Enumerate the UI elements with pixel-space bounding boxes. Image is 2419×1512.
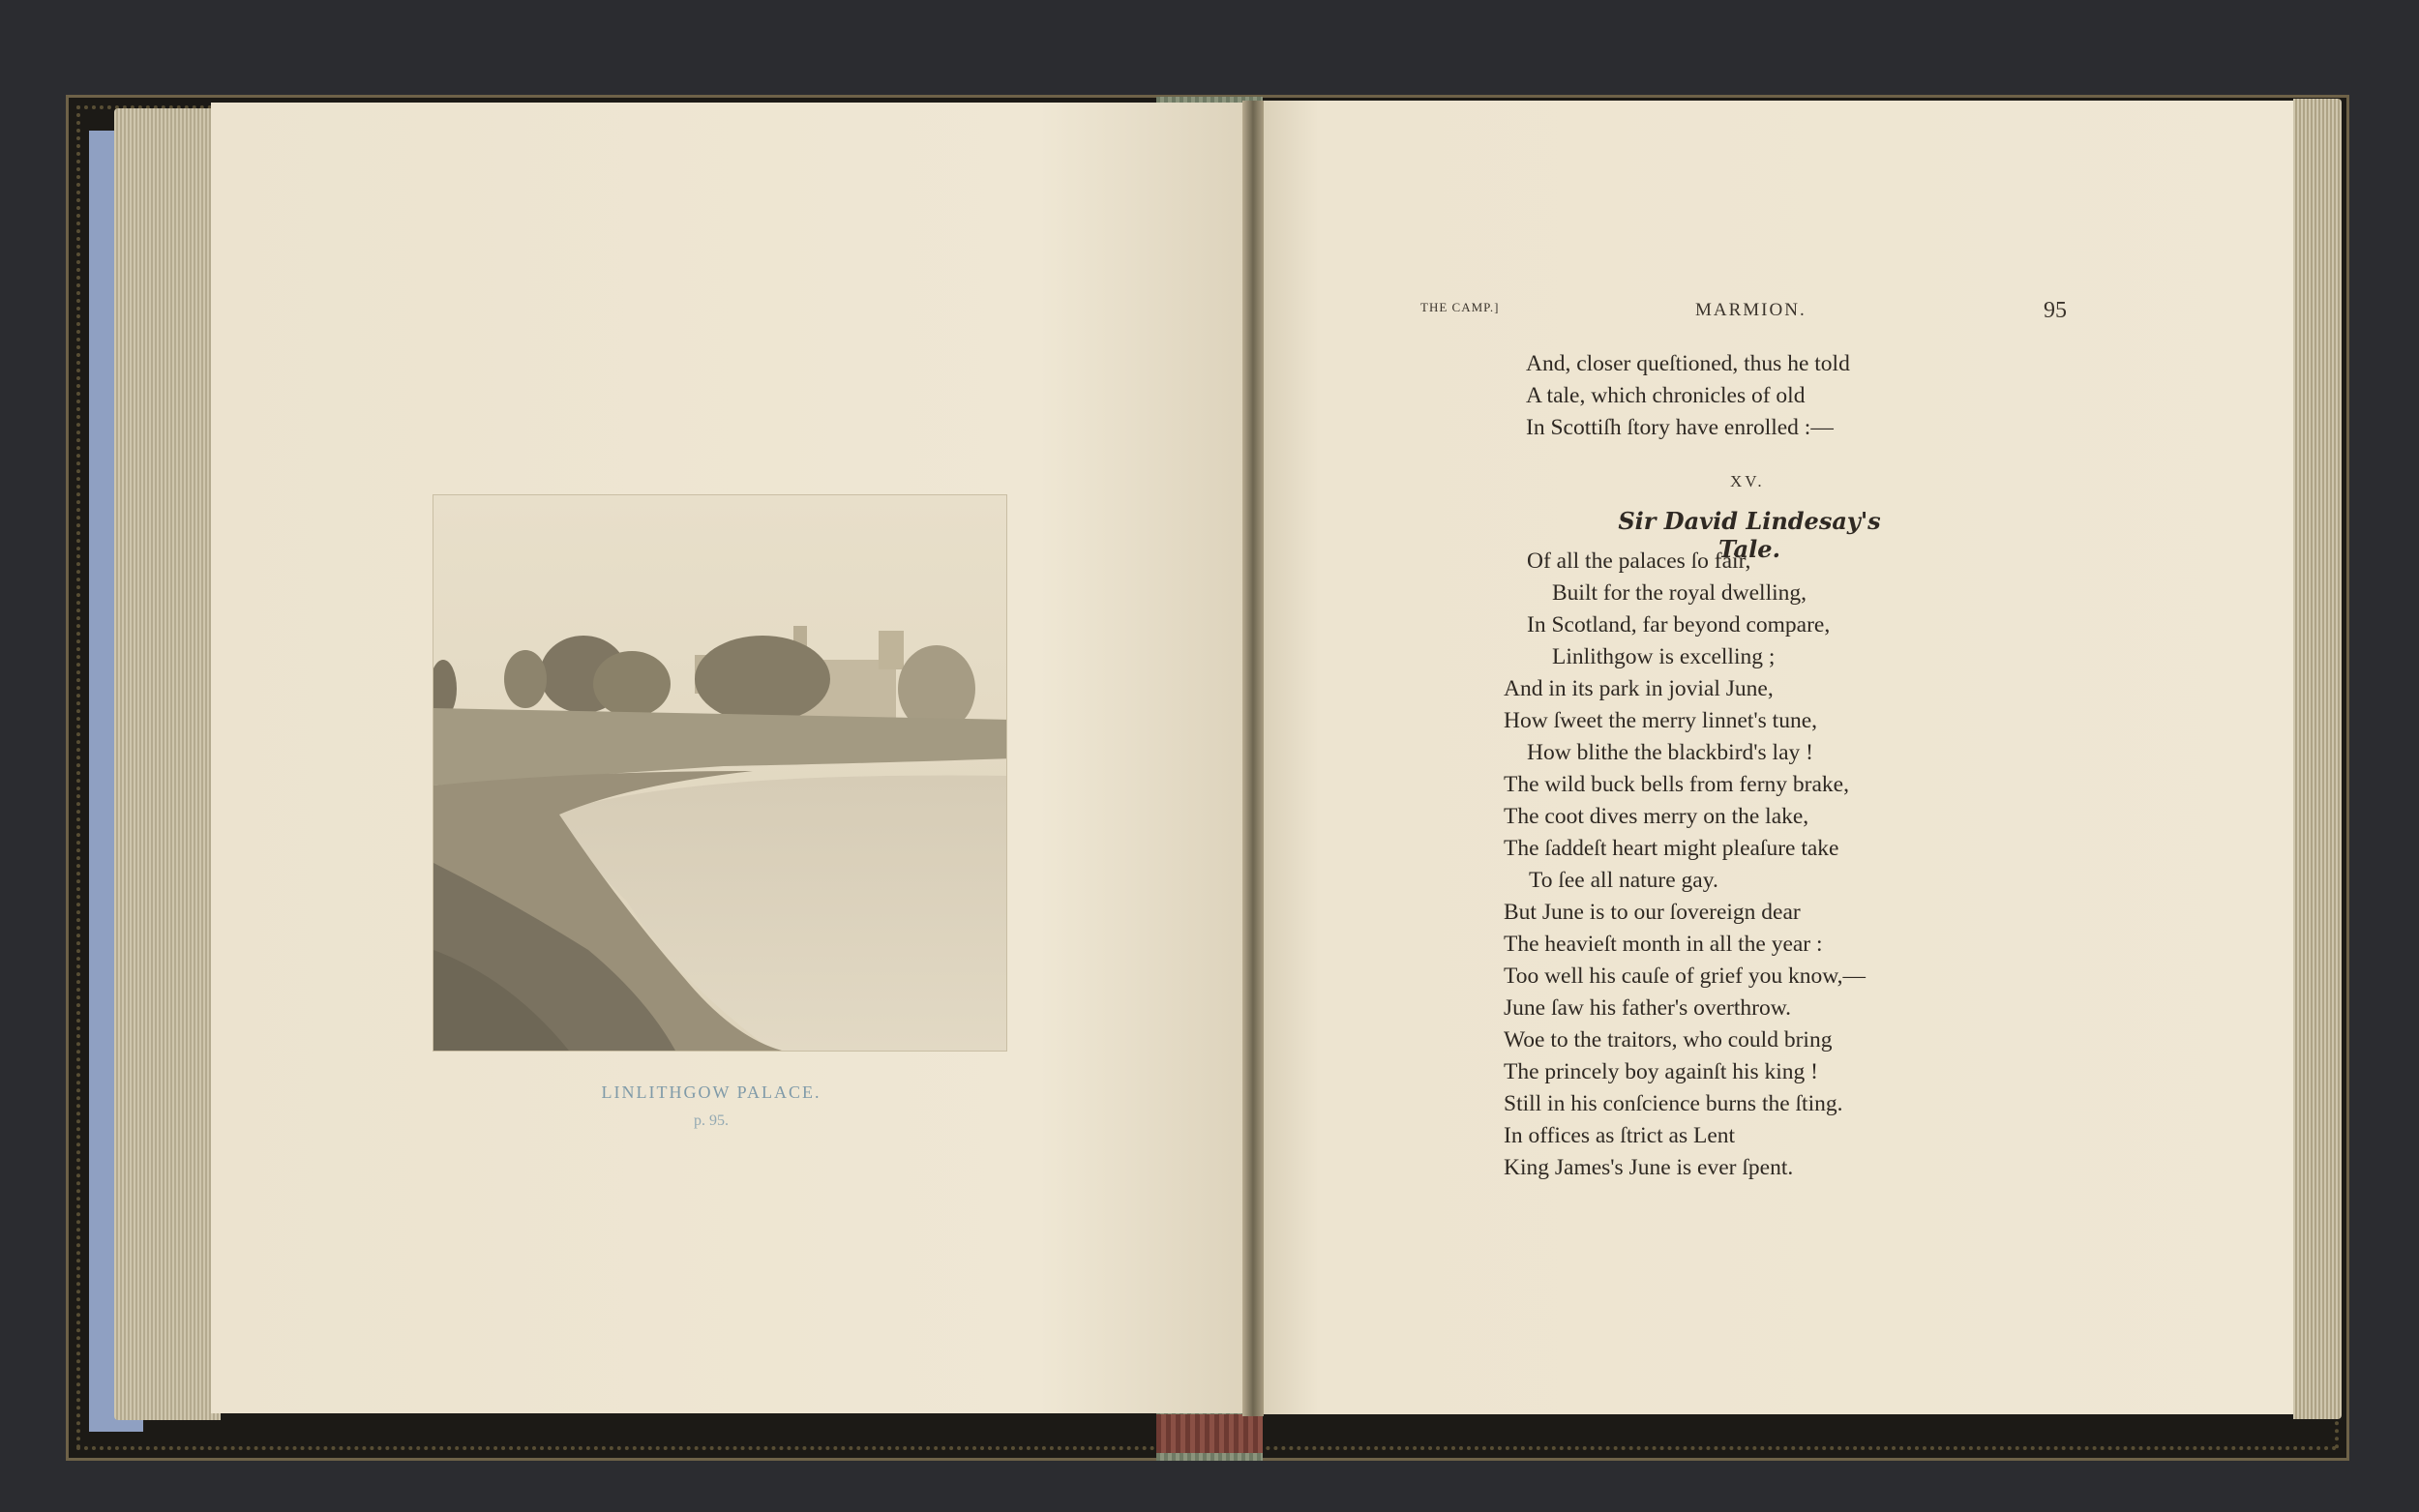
tale-title: Sir David Lindesay's Tale. — [1618, 507, 1881, 563]
verse-line: King James's June is ever ſpent. — [1504, 1155, 1794, 1180]
photo-caption-page-reference: p. 95. — [694, 1112, 729, 1129]
verse-line: The heavieſt month in all the year : — [1504, 932, 1823, 957]
verse-line: Linlithgow is excelling ; — [1552, 644, 1776, 669]
page-number: 95 — [2044, 298, 2067, 323]
verse-line: In Scotland, far beyond compare, — [1527, 612, 1831, 637]
verse-line: How ſweet the merry linnet's tune, — [1504, 708, 1818, 733]
verse-line: And in its park in jovial June, — [1504, 676, 1774, 701]
spine-tailband — [1156, 1414, 1263, 1453]
left-page-edges — [114, 108, 221, 1420]
intro-line: In Scottiſh ſtory have enrolled :— — [1526, 415, 1834, 440]
verse-line: Of all the palaces ſo fair, — [1527, 548, 1751, 574]
verse-line: June ſaw his father's overthrow. — [1504, 995, 1792, 1021]
verse-line: The princely boy againſt his king ! — [1504, 1059, 1819, 1084]
verse-line: Built for the royal dwelling, — [1552, 580, 1807, 606]
verse-line: To ſee all nature gay. — [1529, 868, 1718, 893]
verse-line: The wild buck bells from ferny brake, — [1504, 772, 1849, 797]
running-head-section: THE CAMP.] — [1420, 300, 1500, 314]
intro-line: A tale, which chronicles of old — [1526, 383, 1806, 408]
photo-caption: LINLITHGOW PALACE. — [601, 1082, 821, 1102]
verse-line: Still in his conſcience burns the ſting. — [1504, 1091, 1843, 1116]
verse-line: In offices as ſtrict as Lent — [1504, 1123, 1736, 1148]
book-gutter — [1242, 101, 1264, 1416]
intro-line: And, closer queſtioned, thus he told — [1526, 351, 1850, 376]
verse-line: How blithe the blackbird's lay ! — [1527, 740, 1813, 765]
intro-stanza — [1526, 348, 1850, 444]
linlithgow-palace-photograph — [433, 495, 1006, 1051]
verse-line: But June is to our ſovereign dear — [1504, 900, 1801, 925]
verse-line: Woe to the traitors, who could bring — [1504, 1027, 1833, 1052]
verse-line: Too well his cauſe of grief you know,— — [1504, 964, 1867, 989]
right-page-edges — [2293, 99, 2342, 1419]
running-head-title: MARMION. — [1695, 300, 1807, 320]
tale-verse — [1504, 546, 1866, 1184]
photo-illustration — [433, 495, 1006, 1051]
verse-line: The coot dives merry on the lake, — [1504, 804, 1809, 829]
section-number: XV. — [1730, 472, 1765, 490]
verse-line: The ſaddeſt heart might pleaſure take — [1504, 836, 1839, 861]
